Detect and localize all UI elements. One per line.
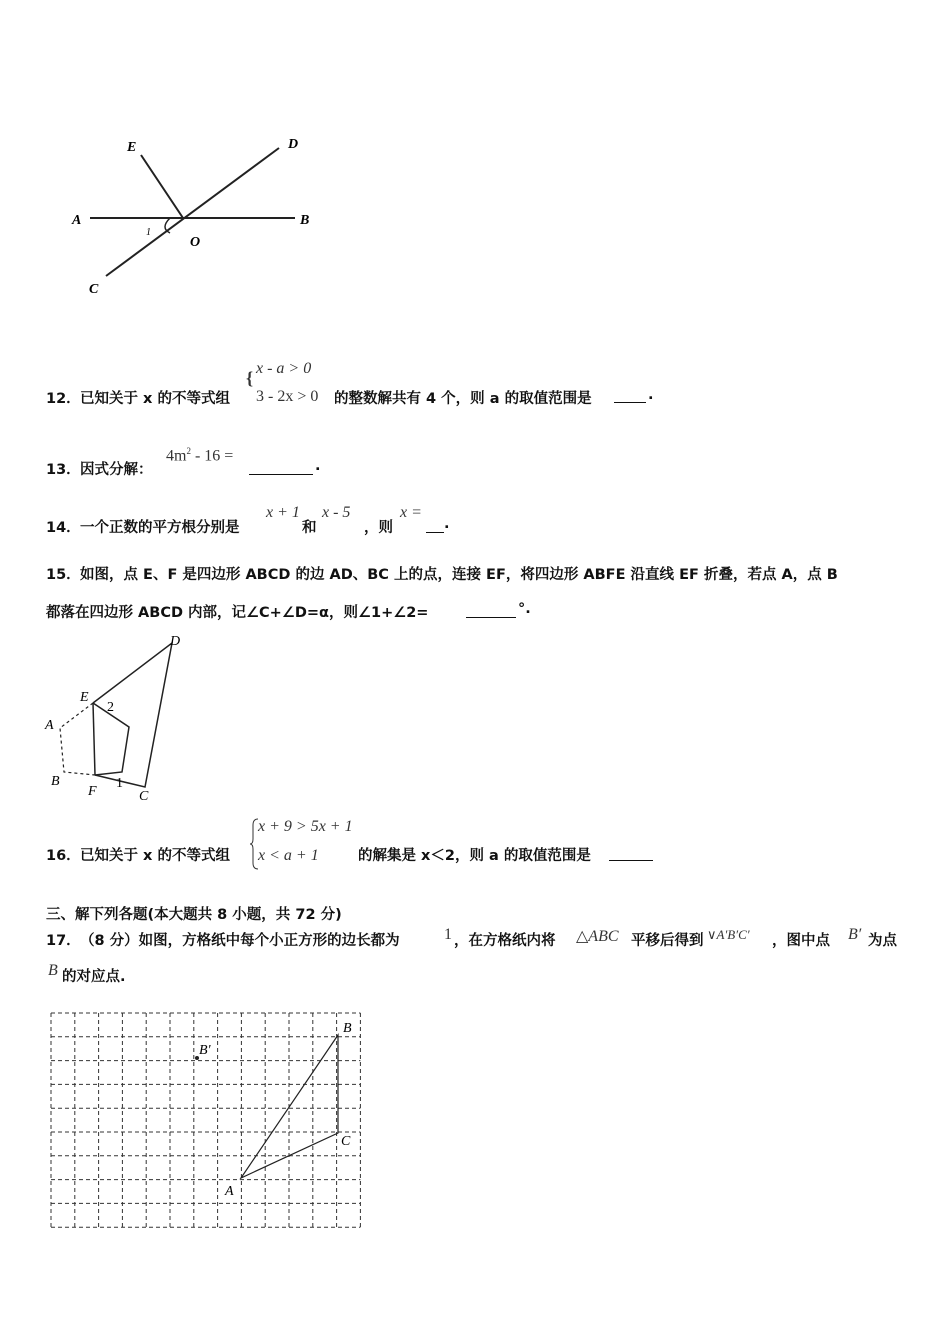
q15-line2-a: 都落在四边形 ABCD 内部，记∠C+∠D=α，则∠1+∠2=: [46, 605, 429, 621]
figure-angle-lines: [0, 0, 950, 340]
label-O: O: [190, 235, 201, 250]
fig15-label-C: C: [139, 789, 149, 804]
q14-answer-blank: [426, 516, 444, 533]
q12-tail: .: [648, 387, 654, 403]
label-D: D: [288, 137, 299, 152]
q12-number: 12．: [46, 391, 81, 407]
label-C: C: [89, 282, 99, 297]
fold-line-EF: [93, 703, 95, 775]
q14-text-a: 一个正数的平方根分别是: [80, 520, 240, 536]
q15-line2-b: °.: [518, 601, 531, 617]
fig17-label-B-prime: B': [199, 1043, 211, 1058]
q17-line1-c: 平移后得到: [631, 933, 704, 949]
q14-expr1: x + 1: [266, 504, 300, 521]
fig15-label-A: A: [45, 718, 54, 733]
q13-number: 13．: [46, 462, 81, 478]
q13-expr-base: 4m: [166, 447, 187, 465]
q12-text-a: 已知关于 x 的不等式组: [80, 391, 230, 407]
q13-expression: [166, 446, 233, 465]
q14-expr3: x =: [400, 504, 422, 521]
label-B: B: [300, 213, 310, 228]
question-17: [46, 926, 906, 986]
fig15-label-F: F: [88, 784, 97, 799]
label-angle-1: 1: [146, 227, 151, 238]
original-ABFE-dashed: [60, 703, 95, 775]
q16-answer-blank: [609, 844, 653, 861]
q13-text: 因式分解：: [80, 462, 153, 478]
fig15-label-1: 1: [116, 776, 123, 791]
angle-1-arc: [165, 218, 170, 233]
q12-sys-line1: x - a > 0: [256, 360, 312, 377]
q17-triangle-ABC-prime: ∨A′B′C′: [707, 927, 750, 942]
q17-line2-text: 的对应点.: [62, 969, 126, 985]
q12-text-b: 的整数解共有 4 个，则 a 的取值范围是: [334, 391, 592, 407]
q14-tail: .: [444, 516, 450, 532]
q16-number: 16．: [46, 848, 81, 864]
folded-shape: [93, 703, 129, 775]
fig17-label-A: A: [225, 1184, 234, 1199]
q16-text-b: 的解集是 x＜2，则 a 的取值范围是: [358, 848, 591, 864]
q14-expr2: x - 5: [322, 504, 351, 521]
label-A: A: [72, 213, 82, 228]
q17-line1-a: （8 分）如图，方格纸中每个小正方形的边长都为: [80, 933, 400, 949]
q14-text-c: ，则: [364, 520, 393, 536]
fig17-label-B: B: [343, 1021, 352, 1036]
q17-point-B-prime: B′: [848, 926, 862, 943]
label-E: E: [127, 140, 137, 155]
q16-sys-line2: x < a + 1: [258, 847, 319, 864]
q14-number: 14．: [46, 520, 81, 536]
q15-number: 15．: [46, 567, 81, 583]
q15-line1: 如图，点 E、F 是四边形 ABCD 的边 AD、BC 上的点，连接 EF，将四边形 ABFE 沿直线 EF 折叠，若点 A，点 B: [80, 567, 838, 583]
q16-text-a: 已知关于 x 的不等式组: [80, 848, 230, 864]
point-B-prime: [195, 1056, 199, 1060]
fig15-label-2: 2: [107, 700, 114, 715]
question-15: [46, 563, 906, 623]
fig15-label-B: B: [51, 774, 60, 789]
q17-line1-e: 为点: [868, 933, 897, 949]
q14-text-b: 和: [302, 520, 317, 536]
line-CD: [106, 148, 279, 276]
q13-expr-exp: 2: [186, 446, 191, 456]
q17-triangle-ABC: △ABC: [576, 928, 619, 945]
q16-sys-line1: x + 9 > 5x + 1: [258, 818, 353, 835]
q17-line1-d: ，图中点: [772, 933, 830, 949]
quad-edges: [93, 643, 172, 787]
fig17-label-C: C: [341, 1134, 351, 1149]
q12-sys-line2: 3 - 2x > 0: [256, 388, 319, 405]
fig15-label-D: D: [170, 634, 181, 649]
q12-answer-blank: [614, 387, 646, 403]
ray-OE: [141, 155, 183, 218]
section-3-heading: 三、解下列各题(本大题共 8 小题，共 72 分): [46, 907, 342, 923]
q13-expr-rest: - 16 =: [190, 447, 234, 465]
q17-line2-point-B: B: [48, 962, 58, 979]
q13-answer-blank: [249, 458, 313, 475]
q17-number: 17．: [46, 933, 81, 949]
q15-answer-blank: [466, 601, 516, 618]
fig15-label-E: E: [80, 690, 89, 705]
triangle-ABC: [241, 1035, 338, 1178]
grid-lines: [51, 1013, 360, 1227]
q17-unit: 1: [444, 926, 452, 943]
q17-line1-b: ，在方格纸内将: [454, 933, 556, 949]
q13-tail: .: [315, 458, 321, 474]
q12-brace: {: [246, 368, 254, 388]
